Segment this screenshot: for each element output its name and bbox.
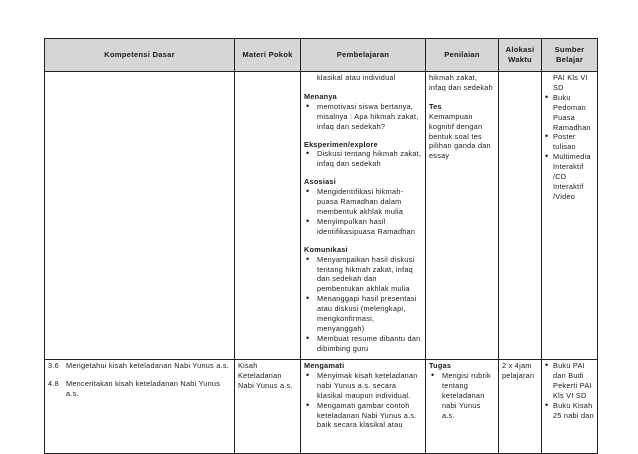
- list-item: • Multimedia Interaktif /CD Interaktif /Video: [545, 152, 594, 202]
- list-item: • Diskusi tentang hikmah zakat, infaq dan sedekah: [304, 149, 422, 169]
- cell-penilaian: [426, 360, 499, 454]
- header-pembelajaran: Pembelajaran: [301, 39, 426, 72]
- list-item: • Poster tulisan: [545, 132, 594, 152]
- continued-text: klasikal atau individual: [317, 73, 396, 82]
- continued-text: hikmah zakat, infaq dan sedekah: [429, 73, 493, 92]
- kd-item: [48, 379, 231, 399]
- cell-pembelajaran: [301, 72, 426, 360]
- table-row: [45, 360, 598, 454]
- cell-materi: Kisah Keteladanan Nabi Yunus a.s.: [235, 360, 301, 454]
- cell-sumber: [542, 72, 598, 360]
- cell-kompetensi: [45, 72, 235, 360]
- list-item: • Buku Kisah 25 nabi dan: [545, 401, 594, 421]
- document-page: [44, 38, 597, 452]
- list-item: • Menyimpulkan hasil identifikasipuasa Ramadhan: [304, 217, 422, 237]
- list-item: • Menyimak kisah keteladanan nabi Yunus a.s. secara klasikal maupun individual.: [304, 371, 422, 401]
- section-title-tugas: Tugas: [429, 361, 452, 370]
- continued-text: PAI Kls VI SD: [553, 73, 588, 92]
- list-item: • Menyampaikan hasil diskusi tentang hikmah zakat, infaq dan sedekah dan pembentukan akhlak mulia: [304, 255, 422, 295]
- cell-penilaian: [426, 72, 499, 360]
- list-menanya: [304, 102, 422, 132]
- section-title-komunikasi: Komunikasi: [304, 244, 348, 254]
- list-item: • Mengidentifikasi hikmah-puasa Ramadhan dalam membentuk akhlak mulia: [304, 187, 422, 217]
- kd-item: [48, 361, 231, 371]
- section-title-menanya: Menanya: [304, 91, 337, 101]
- section-title-tes: Tes: [429, 101, 442, 111]
- cell-alokasi: 2 x 4jam pelajaran: [499, 360, 542, 454]
- kd-number: 4.8: [48, 378, 59, 388]
- list-eksperimen: [304, 149, 422, 169]
- tes-description: Kemampuan kognitif dengan bentuk soal tes pilihan ganda dan essay: [429, 111, 491, 161]
- cell-pembelajaran: [301, 360, 426, 454]
- list-item: • Menanggapi hasil presentasi atau diskusi (melengkapi, mengkonfirmasi, menyanggah): [304, 294, 422, 334]
- cell-materi: [235, 72, 301, 360]
- list-komunikasi: [304, 255, 422, 354]
- section-title-mengamati: Mengamati: [304, 361, 345, 370]
- header-alokasi: Alokasi Waktu: [499, 39, 542, 72]
- list-item: • Buku PAI dan Budi Pekerti PAI Kls VI SD: [545, 361, 594, 401]
- list-item: • Mengamati gambar contoh keteladanan Nabi Yunus a.s. baik secara klasikal atau: [304, 401, 422, 431]
- list-mengamati: [304, 371, 422, 430]
- cell-kompetensi: [45, 360, 235, 454]
- table-row: [45, 72, 598, 360]
- list-item: • Buku Pedoman Puasa Ramadhan: [545, 93, 594, 133]
- header-penilaian: Penilaian: [426, 39, 499, 72]
- section-title-asosiasi: Asosiasi: [304, 177, 337, 187]
- list-item: • Membuat resume dibantu dan dibimbing guru: [304, 334, 422, 354]
- section-title-eksperimen: Eksperimen/explore: [304, 139, 378, 149]
- list-sumber: [545, 361, 594, 420]
- cell-sumber: [542, 360, 598, 454]
- list-sumber: [545, 93, 594, 202]
- list-asosiasi: [304, 187, 422, 237]
- list-tugas: [429, 371, 495, 421]
- rpp-table: [44, 38, 598, 454]
- kd-text: Mengetahui kisah keteladanan Nabi Yunus a.s.: [66, 361, 229, 370]
- kd-text: Menceritakan kisah keteladanan Nabi Yunus a.s.: [66, 378, 221, 398]
- table-header-row: [45, 39, 598, 72]
- list-item: • memotivasi siswa bertanya, misalnya : Apa hikmah zakat, infaq dan sedekah?: [304, 102, 422, 132]
- header-kompetensi: Kompetensi Dasar: [45, 39, 235, 72]
- list-item: • Mengisi rubrik tentang keteladanan nabi Yunus a.s.: [429, 371, 495, 421]
- header-sumber: Sumber Belajar: [542, 39, 598, 72]
- cell-alokasi: [499, 72, 542, 360]
- header-materi: Materi Pokok: [235, 39, 301, 72]
- kd-number: 3.6: [48, 361, 59, 370]
